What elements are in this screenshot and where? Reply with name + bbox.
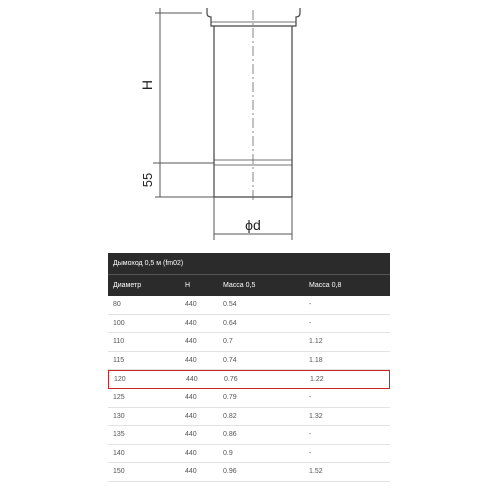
cell-mass-05: 0.64: [223, 319, 237, 327]
cell-mass-08: 1.22: [310, 376, 324, 384]
cell-diameter: 140: [113, 449, 125, 457]
spec-table: [108, 253, 390, 482]
table-row: [108, 463, 390, 482]
cell-diameter: 80: [113, 301, 121, 308]
cell-mass-08: -: [309, 393, 312, 401]
cell-h: 440: [185, 449, 197, 457]
table-row: [108, 426, 390, 445]
cell-mass-08: 1.52: [309, 468, 323, 476]
table-row: [108, 389, 390, 408]
table-body: [108, 296, 390, 482]
header-h: H: [185, 282, 191, 289]
header-diameter: Диаметр: [113, 282, 142, 289]
cell-h: 440: [185, 319, 197, 327]
pipe-socket: [207, 8, 300, 26]
cell-diameter: 120: [114, 376, 126, 384]
cell-mass-08: -: [309, 319, 312, 327]
cell-mass-05: 0.74: [223, 356, 237, 364]
cell-diameter: 110: [113, 338, 125, 346]
cell-diameter: 115: [113, 356, 125, 364]
cell-h: 440: [186, 376, 198, 384]
table-row: [108, 445, 390, 464]
table-row: [108, 370, 390, 389]
cell-diameter: 125: [113, 393, 125, 401]
label-h: H: [139, 79, 155, 91]
label-diameter: ϕd: [245, 217, 261, 233]
cell-mass-08: 1.32: [309, 412, 323, 420]
cell-h: 440: [185, 301, 197, 308]
cell-mass-08: -: [309, 449, 312, 457]
table-row: [108, 296, 390, 315]
table-row: [108, 315, 390, 334]
table-row: [108, 408, 390, 427]
cell-mass-08: -: [309, 301, 312, 308]
header-mass-05: Масса 0,5: [223, 282, 256, 289]
cell-mass-05: 0.96: [223, 468, 237, 476]
cell-mass-05: 0.82: [223, 412, 237, 420]
cell-mass-05: 0.76: [224, 376, 238, 384]
cell-mass-05: 0.54: [223, 301, 237, 308]
label-55: 55: [140, 172, 155, 188]
cell-mass-05: 0.9: [223, 449, 233, 457]
cell-diameter: 100: [113, 319, 125, 327]
cell-mass-08: -: [309, 431, 312, 439]
cell-h: 440: [185, 393, 197, 401]
cell-mass-05: 0.7: [223, 338, 233, 346]
table-header-row: [108, 274, 390, 296]
header-mass-08: Масса 0,8: [309, 282, 342, 289]
cell-h: 440: [185, 356, 197, 364]
table-row: [108, 333, 390, 352]
cell-h: 440: [185, 412, 197, 420]
cell-mass-08: 1.12: [309, 338, 323, 346]
cell-mass-08: 1.18: [309, 356, 323, 364]
cell-h: 440: [185, 431, 197, 439]
cell-diameter: 135: [113, 431, 125, 439]
cell-mass-05: 0.79: [223, 393, 237, 401]
cell-h: 440: [185, 468, 197, 476]
cell-diameter: 130: [113, 412, 125, 420]
cell-h: 440: [185, 338, 197, 346]
cell-mass-05: 0.86: [223, 431, 237, 439]
table-row: [108, 352, 390, 371]
cell-diameter: 150: [113, 468, 125, 476]
table-title: Дымоход 0,5 м (fm02): [108, 253, 390, 274]
